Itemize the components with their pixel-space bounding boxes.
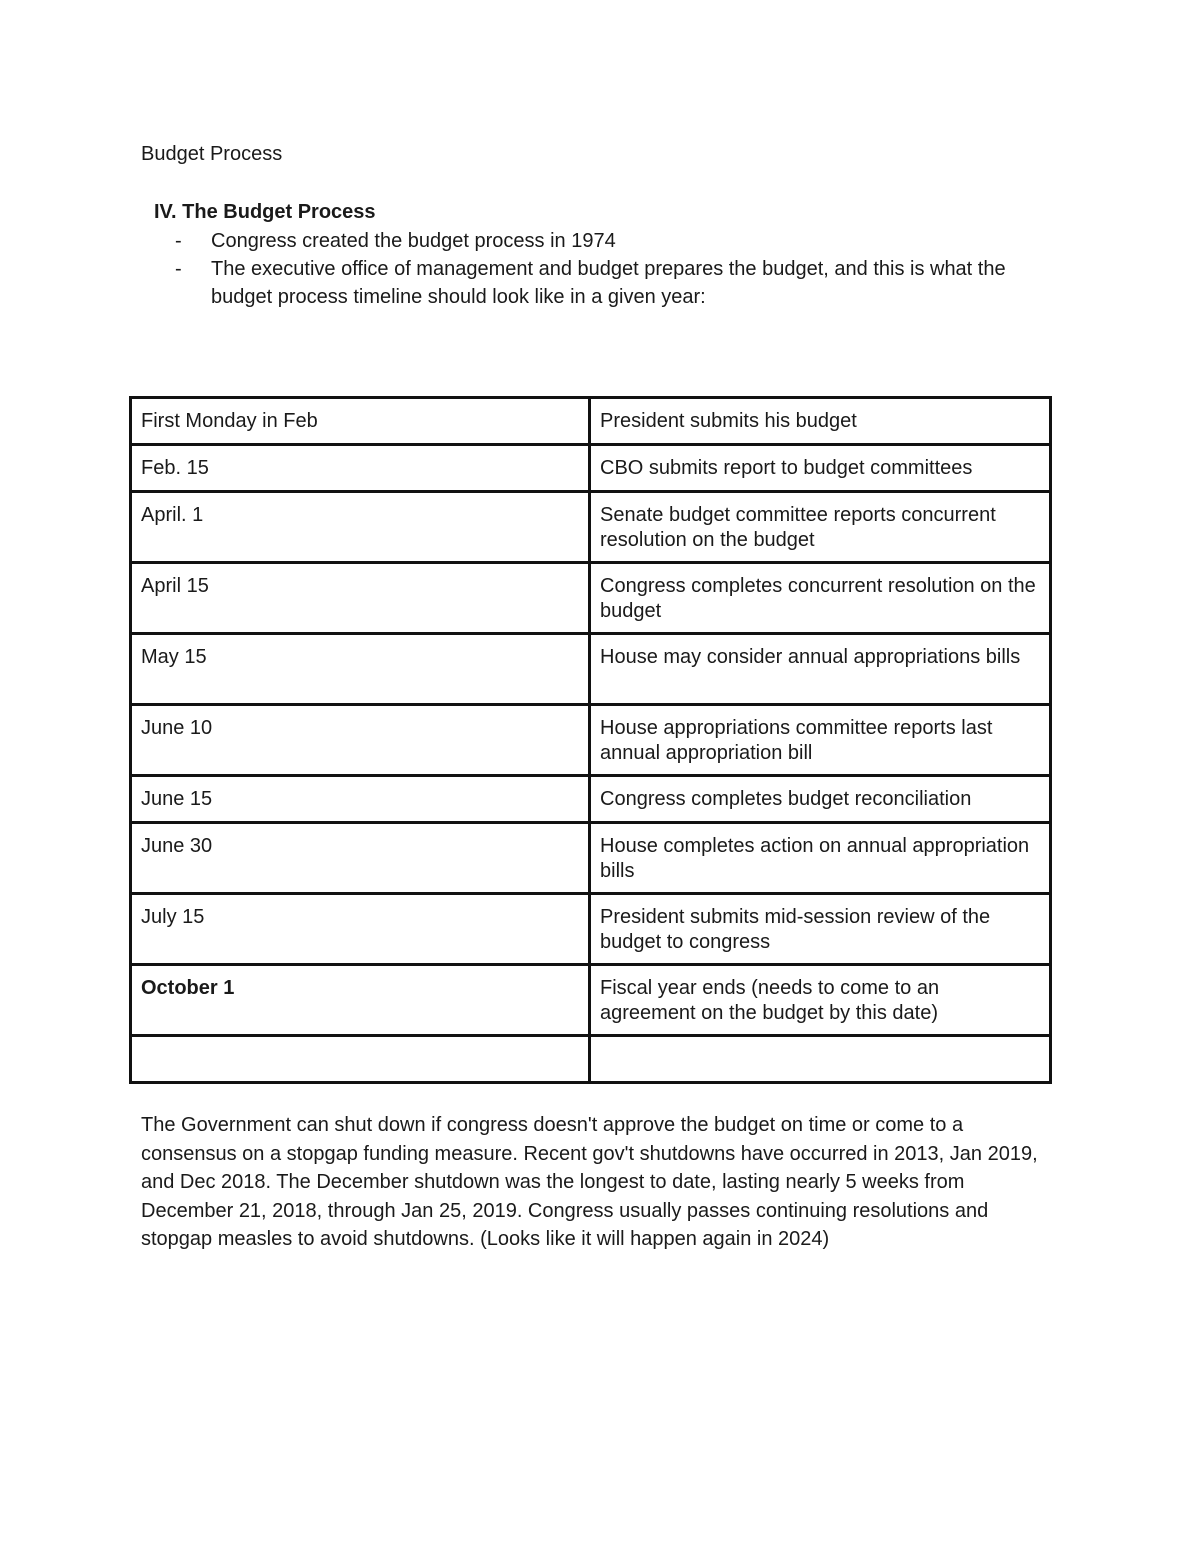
bullet-text: The executive office of management and budget prepares the budget, and this is what the budget process timeline should look like in a given year: xyxy=(211,258,1006,308)
timeline-event: President submits his budget xyxy=(590,398,1051,445)
bullet-item xyxy=(141,227,1041,255)
bullet-item xyxy=(141,255,1041,311)
timeline-event: Fiscal year ends (needs to come to an agreement on the budget by this date) xyxy=(590,965,1051,1036)
table-row xyxy=(131,563,1051,634)
table-row xyxy=(131,705,1051,776)
timeline-event: President submits mid-session review of the budget to congress xyxy=(590,894,1051,965)
table-row xyxy=(131,398,1051,445)
table-row xyxy=(131,492,1051,563)
timeline-date: April. 1 xyxy=(131,492,590,563)
timeline-date-highlight: October 1 xyxy=(131,965,590,1036)
timeline-date: Feb. 15 xyxy=(131,445,590,492)
timeline-date xyxy=(131,1036,590,1083)
budget-timeline-table xyxy=(129,396,1052,1084)
section-heading: IV. The Budget Process xyxy=(154,201,376,223)
timeline-date: June 10 xyxy=(131,705,590,776)
timeline-event xyxy=(590,1036,1051,1083)
timeline-date: June 15 xyxy=(131,776,590,823)
timeline-event: Senate budget committee reports concurrent resolution on the budget xyxy=(590,492,1051,563)
document-title: Budget Process xyxy=(141,143,283,165)
timeline-event: CBO submits report to budget committees xyxy=(590,445,1051,492)
table-row xyxy=(131,445,1051,492)
bullet-marker: - xyxy=(175,258,182,280)
closing-paragraph: The Government can shut down if congress doesn't approve the budget on time or come to a consensus on a stopgap funding measure. Recent gov't shutdowns have occurred in 2013, Jan 2019, and Dec 2018. The December shutdown was the longest to date, lasting nearly 5 weeks from December 21, 2018, through Jan 25, 2019. Congress usually passes continuing resolutions and stopgap measles to avoid shutdowns. (Looks like it will happen again in 2024) xyxy=(141,1114,1038,1251)
table-row-empty xyxy=(131,1036,1051,1083)
table-row xyxy=(131,894,1051,965)
timeline-event: Congress completes concurrent resolution on the budget xyxy=(590,563,1051,634)
table-row xyxy=(131,965,1051,1036)
bullet-marker: - xyxy=(175,230,182,252)
bullet-list xyxy=(141,227,1041,311)
timeline-date: July 15 xyxy=(131,894,590,965)
timeline-event: Congress completes budget reconciliation xyxy=(590,776,1051,823)
timeline-date: April 15 xyxy=(131,563,590,634)
timeline-date: June 30 xyxy=(131,823,590,894)
table-row xyxy=(131,776,1051,823)
table-row xyxy=(131,823,1051,894)
timeline-date: First Monday in Feb xyxy=(131,398,590,445)
timeline-event: House completes action on annual appropriation bills xyxy=(590,823,1051,894)
table-row xyxy=(131,634,1051,705)
bullet-text: Congress created the budget process in 1974 xyxy=(211,230,616,252)
timeline-date: May 15 xyxy=(131,634,590,705)
timeline-event: House may consider annual appropriations bills xyxy=(590,634,1051,705)
timeline-event: House appropriations committee reports last annual appropriation bill xyxy=(590,705,1051,776)
